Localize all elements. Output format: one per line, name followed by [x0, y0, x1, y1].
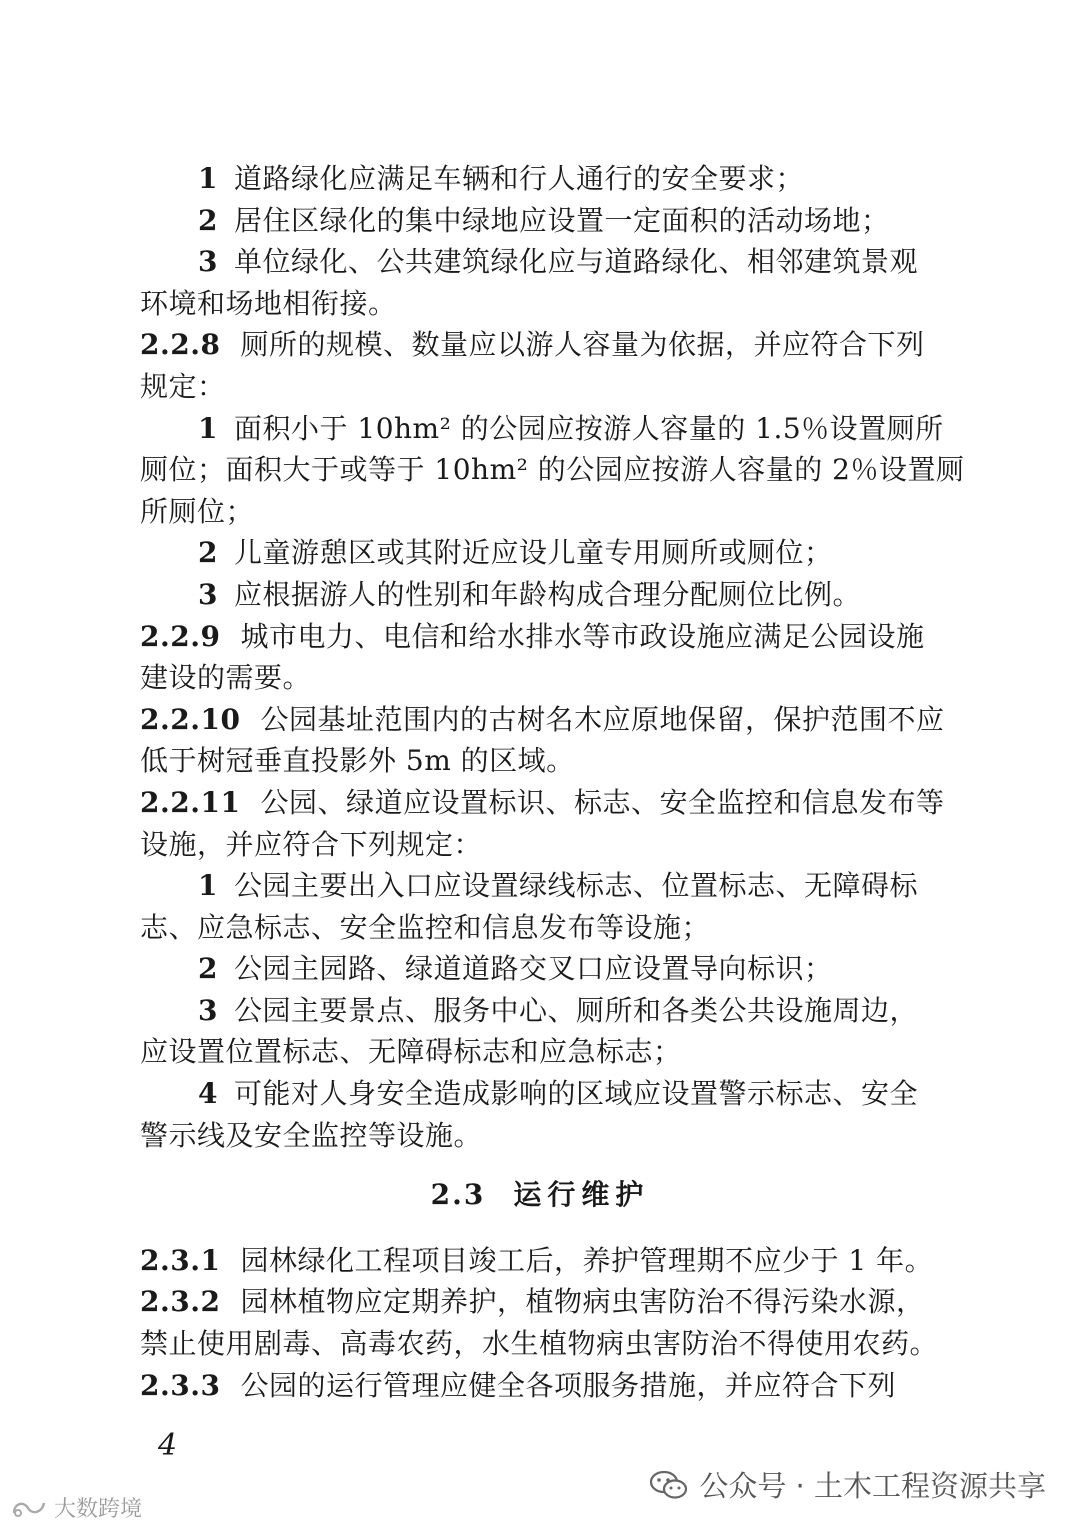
text-line — [140, 1031, 940, 1073]
item-number: 2 — [198, 203, 218, 237]
text-line — [140, 699, 945, 741]
item-number: 2 — [198, 952, 218, 986]
watermark-brand-text: 大数跨境 — [54, 1497, 143, 1522]
text-line — [140, 907, 940, 949]
clause-number: 2.3.1 — [140, 1243, 221, 1277]
text-line — [140, 1240, 940, 1282]
line-text: 面积小于 10hm² 的公园应按游人容量的 1.5％设置厕所 — [233, 411, 944, 445]
watermark-account-text: 公众号 · 土木工程资源共享 — [699, 1469, 1046, 1503]
text-line — [140, 241, 940, 283]
text-line — [140, 283, 940, 325]
text-line — [140, 200, 940, 242]
item-number: 3 — [198, 245, 218, 279]
section-number: 2.3 — [430, 1178, 486, 1212]
text-line — [140, 158, 940, 200]
line-text: 低于树冠垂直投影外 5m 的区域。 — [140, 744, 575, 778]
line-text: 单位绿化、公共建筑绿化应与道路绿化、相邻建筑景观 — [233, 245, 918, 279]
text-line — [140, 657, 940, 699]
line-text: 禁止使用剧毒、高毒农药，水生植物病虫害防治不得使用农药。 — [140, 1327, 939, 1361]
page-number: 4 — [158, 1428, 178, 1463]
line-text: 厕位；面积大于或等于 10hm² 的公园应按游人容量的 2％设置厕 — [140, 453, 965, 487]
line-text: 居住区绿化的集中绿地应设置一定面积的活动场地； — [233, 203, 890, 237]
section-title-text: 运行维护 — [513, 1178, 650, 1212]
text-line — [140, 740, 940, 782]
item-number: 2 — [198, 536, 218, 570]
line-text: 公园的运行管理应健全各项服务措施，并应符合下列 — [240, 1368, 896, 1402]
line-text: 城市电力、电信和给水排水等市政设施应满足公园设施 — [240, 619, 925, 653]
text-line — [140, 948, 940, 990]
wechat-icon — [649, 1469, 689, 1501]
text-line — [140, 616, 940, 658]
line-text: 厕所的规模、数量应以游人容量为依据，并应符合下列 — [240, 328, 925, 362]
line-text: 应设置位置标志、无障碍标志和应急标志； — [140, 1035, 682, 1069]
text-line — [140, 449, 965, 491]
line-text: 环境和场地相衔接。 — [140, 286, 397, 320]
watermark-brand — [10, 1492, 142, 1523]
text-line — [140, 1365, 940, 1407]
line-text: 建设的需要。 — [140, 661, 312, 695]
line-text: 可能对人身安全造成影响的区域应设置警示标志、安全 — [233, 1077, 918, 1111]
line-text: 园林绿化工程项目竣工后，养护管理期不应少于 1 年。 — [240, 1243, 934, 1277]
text-line — [140, 366, 940, 408]
line-text: 规定： — [140, 369, 226, 403]
line-text: 公园主要出入口应设置绿线标志、位置标志、无障碍标 — [233, 869, 918, 903]
text-line — [140, 532, 940, 574]
text-line — [140, 1281, 940, 1323]
watermark-account — [649, 1464, 1046, 1505]
clauses-2-3 — [140, 1240, 940, 1406]
clauses-2-2 — [140, 158, 965, 1156]
item-number: 1 — [198, 869, 218, 903]
brand-logo-icon — [10, 1497, 48, 1519]
text-line — [140, 782, 945, 824]
text-line — [140, 1115, 940, 1157]
text-line — [140, 1073, 940, 1115]
text-line — [140, 990, 940, 1032]
section-heading — [140, 1174, 940, 1216]
text-line — [140, 408, 944, 450]
line-text: 公园主要景点、服务中心、厕所和各类公共设施周边， — [233, 993, 918, 1027]
text-line — [140, 824, 940, 866]
line-text: 设施，并应符合下列规定： — [140, 827, 483, 861]
clause-number: 2.2.11 — [140, 785, 241, 819]
clause-number: 2.3.3 — [140, 1368, 221, 1402]
line-text: 园林植物应定期养护，植物病虫害防治不得污染水源， — [240, 1285, 925, 1319]
text-line — [140, 1323, 940, 1365]
text-line — [140, 574, 940, 616]
line-text: 道路绿化应满足车辆和行人通行的安全要求； — [233, 162, 804, 195]
line-text: 警示线及安全监控等设施。 — [140, 1118, 483, 1152]
line-text: 儿童游憩区或其附近应设儿童专用厕所或厕位； — [233, 536, 833, 570]
item-number: 3 — [198, 993, 218, 1027]
text-line — [140, 865, 940, 907]
line-text: 公园主园路、绿道道路交叉口应设置导向标识； — [233, 952, 833, 986]
text-line — [140, 491, 940, 533]
line-text: 志、应急标志、安全监控和信息发布等设施； — [140, 910, 711, 944]
line-text: 所厕位； — [140, 494, 255, 528]
clause-number: 2.2.10 — [140, 702, 241, 736]
line-text: 应根据游人的性别和年龄构成合理分配厕位比例。 — [233, 577, 861, 611]
line-text: 公园基址范围内的古树名木应原地保留，保护范围不应 — [260, 702, 945, 736]
text-line — [140, 324, 940, 366]
item-number: 1 — [198, 162, 218, 195]
clause-number: 2.2.9 — [140, 619, 221, 653]
clause-number: 2.3.2 — [140, 1285, 221, 1319]
item-number: 1 — [198, 411, 218, 445]
item-number: 3 — [198, 577, 218, 611]
line-text: 公园、绿道应设置标识、标志、安全监控和信息发布等 — [260, 785, 945, 819]
item-number: 4 — [198, 1077, 218, 1111]
clause-number: 2.2.8 — [140, 328, 221, 362]
body-text — [140, 158, 965, 1406]
